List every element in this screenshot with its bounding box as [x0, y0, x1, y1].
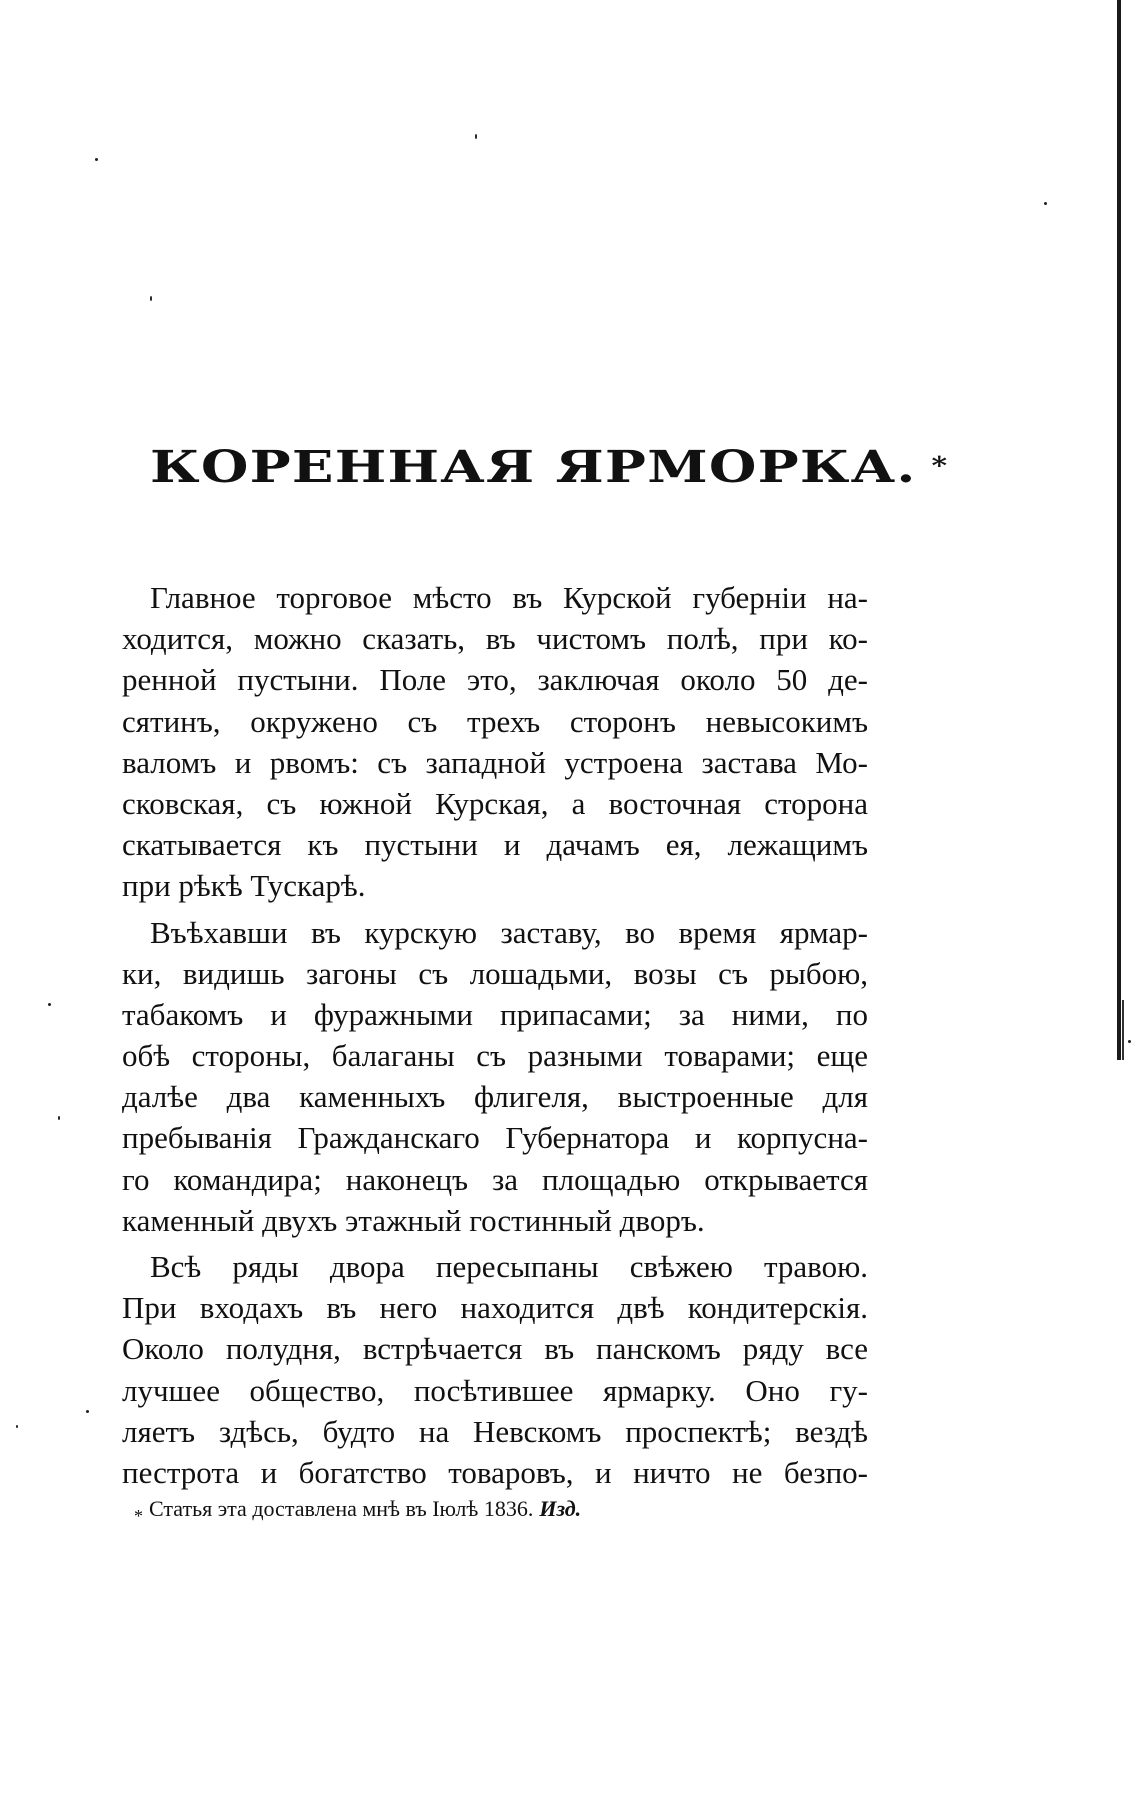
scan-speck — [150, 296, 152, 301]
scan-speck — [16, 1425, 18, 1428]
scan-speck — [1128, 1040, 1131, 1043]
text-line: табакомъ и фуражными припасами; за ними, по — [122, 996, 868, 1032]
text-line: ходится, можно сказать, въ чистомъ полѣ, при ко- — [122, 621, 868, 657]
text-line: пестрота и богатство товаровъ, и ничто не безпо- — [122, 1454, 868, 1490]
scan-speck — [1044, 202, 1047, 205]
footnote-mark: * — [134, 1506, 143, 1526]
scan-speck — [95, 158, 98, 161]
paragraph — [122, 912, 868, 1242]
paragraph — [122, 577, 868, 907]
page-edge-line — [1117, 0, 1121, 1060]
text-line: При входахъ въ него находится двѣ кондитерскія. — [122, 1290, 868, 1326]
text-line: ренной пустыни. Поле это, заключая около 50 де- — [122, 662, 868, 698]
text-line: сятинъ, окружено съ трехъ сторонъ невысокимъ — [122, 703, 868, 739]
footnote — [134, 1496, 582, 1526]
text-line: Всѣ ряды двора пересыпаны свѣжею травою. — [150, 1249, 868, 1284]
scan-speck — [475, 134, 477, 139]
text-line: ляетъ здѣсь, будто на Невскомъ проспектѣ; вездѣ — [122, 1413, 868, 1449]
text-line: го командира; наконецъ за площадью открывается — [122, 1161, 868, 1197]
footnote-text: Статья эта доставлена мнѣ въ Іюлѣ 1836. — [149, 1496, 534, 1521]
text-line: далѣе два каменныхъ флигеля, выстроенные для — [122, 1079, 868, 1115]
text-line: каменный двухъ этажный гостинный дворъ. — [122, 1202, 705, 1238]
footnote-editor-signature: Изд. — [539, 1496, 582, 1521]
text-line: сковская, съ южной Курская, а восточная сторона — [122, 785, 868, 821]
text-line: при рѣкѣ Тускарѣ. — [122, 868, 366, 904]
text-line: валомъ и рвомъ: съ западной устроена застава Мо- — [122, 744, 868, 780]
body-text — [122, 577, 868, 1498]
text-line: пребыванія Гражданскаго Губернатора и корпусна- — [122, 1120, 868, 1156]
text-line: Главное торговое мѣсто въ Курской губерніи на- — [150, 580, 868, 615]
scan-speck — [86, 1410, 89, 1413]
scan-speck — [48, 1003, 51, 1006]
text-line: обѣ стороны, балаганы съ разными товарами; еще — [122, 1038, 868, 1074]
text-line: Въѣхавши въ курскую заставу, во время ярмар- — [150, 914, 868, 950]
text-line: лучшее общество, посѣтившее ярмарку. Оно гу- — [122, 1372, 868, 1408]
text-line: ки, видишь загоны съ лошадьми, возы съ рыбою, — [122, 955, 868, 991]
chapter-title — [150, 438, 1140, 498]
chapter-title-text: КОРЕННАЯ ЯРМОРКА. — [150, 442, 917, 493]
text-line: скатывается къ пустыни и дачамъ ея, лежащимъ — [122, 827, 868, 863]
paragraph — [122, 1246, 868, 1493]
scan-speck — [58, 1116, 60, 1120]
page-edge-line-tail — [1122, 1000, 1124, 1060]
text-line: Около полудня, встрѣчается въ панскомъ ряду все — [122, 1331, 868, 1367]
footnote-reference-mark: * — [931, 451, 949, 480]
